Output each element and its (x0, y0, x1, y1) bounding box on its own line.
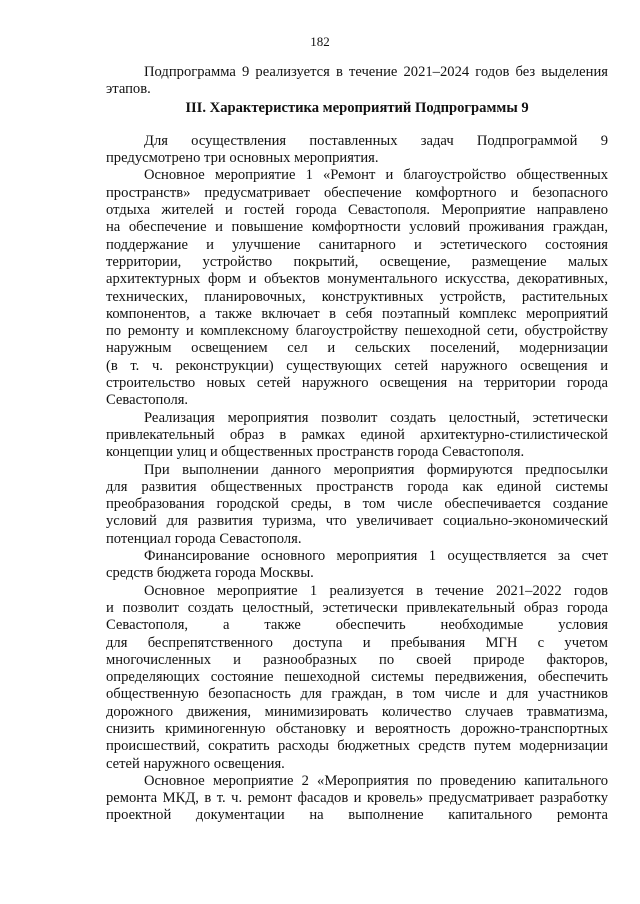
text-line: этапов. (106, 81, 151, 98)
text-line: проектной документации на выполнение капитального ремонта (106, 807, 608, 824)
text-line: на обеспечение и повышение комфортности условий проживания граждан, (106, 219, 608, 236)
text-line: (в т. ч. реконструкции) существующих сетей наружного освещения и (106, 357, 608, 374)
text-line: Севастополя, а также обеспечить необходимые условия (106, 617, 608, 634)
section-heading: III. Характеристика мероприятий Подпрограммы 9 (185, 99, 529, 116)
text-line: потенциал города Севастополя. (106, 530, 302, 547)
text-line: Основное мероприятие 2 «Мероприятия по проведению капитального (144, 772, 608, 789)
text-line: предусмотрено три основных мероприятия. (106, 150, 379, 167)
text-line: поддержание и улучшение санитарного и эстетического состояния (106, 236, 608, 253)
text-line: дорожного движения, минимизировать количество случаев травматизма, (106, 703, 608, 720)
text-line: строительство новых сетей наружного освещения на территории города (106, 375, 608, 392)
text-line: наружным освещением сел и сельских поселений, модернизации (106, 340, 608, 357)
text-line: Основное мероприятие 1 реализуется в течение 2021–2022 годов (144, 582, 608, 599)
text-line: ремонта МКД, в т. ч. ремонт фасадов и кровель» предусматривает разработку (106, 790, 608, 807)
text-line: архитектурных форм и объектов монументального искусства, декоративных, (106, 271, 608, 288)
text-line: привлекательный образ в рамках единой архитектурно-стилистической (106, 426, 608, 443)
text-line: определяющих состояние пешеходной системы передвижения, обеспечить (106, 669, 608, 686)
text-line: Реализация мероприятия позволит создать целостный, эстетически (144, 409, 608, 426)
text-line: общественную безопасность для граждан, в том числе и для участников (106, 686, 608, 703)
text-line: многочисленных и разнообразных по своей природе факторов, (106, 651, 608, 668)
text-line: условий для развития туризма, что увеличивает социально-экономический (106, 513, 608, 530)
text-line: Подпрограмма 9 реализуется в течение 2021–2024 годов без выделения (144, 64, 608, 80)
text-line: Финансирование основного мероприятия 1 осуществляется за счет (144, 548, 608, 565)
text-line: пространств» предусматривает обеспечение комфортного и безопасного (106, 184, 608, 201)
text-line: для развития общественных пространств города как единой системы (106, 478, 608, 495)
text-line: снизить криминогенную обстановку и вероятность дорожно-транспортных (106, 720, 608, 737)
text-line: компонентов, а также включает в себя поэтапный комплекс мероприятий (106, 305, 608, 322)
text-line: Севастополя. (106, 392, 189, 409)
page-number: 182 (310, 34, 330, 49)
text-line: по ремонту и комплексному благоустройству пешеходной сети, обустройству (106, 323, 608, 340)
text-line: технических, планировочных, конструктивных устройств, растительных (106, 288, 608, 305)
text-line: концепции улиц и общественных пространств города Севастополя. (106, 444, 525, 461)
text-line: При выполнении данного мероприятия формируются предпосылки (144, 461, 608, 478)
text-line: Для осуществления поставленных задач Подпрограммой 9 (144, 132, 608, 149)
text-line: для беспрепятственного доступа и пребывания МГН с учетом (106, 634, 608, 651)
text-line: Основное мероприятие 1 «Ремонт и благоустройство общественных (144, 167, 608, 184)
text-line: средств бюджета города Москвы. (106, 565, 314, 582)
document-text (106, 64, 608, 825)
text-line: территории, устройство покрытий, освещение, размещение малых (106, 253, 608, 270)
text-line: сетей наружного освещения. (106, 755, 285, 772)
text-line: преобразования городской среды, в том числе обеспечивается создание (106, 496, 608, 513)
text-line: и позволит создать целостный, эстетически привлекательный образ города (106, 599, 608, 616)
text-line: отдыха жителей и гостей города Севастополя. Мероприятие направлено (106, 202, 608, 219)
text-line: происшествий, сократить расходы бюджетных средств путем модернизации (106, 738, 608, 755)
